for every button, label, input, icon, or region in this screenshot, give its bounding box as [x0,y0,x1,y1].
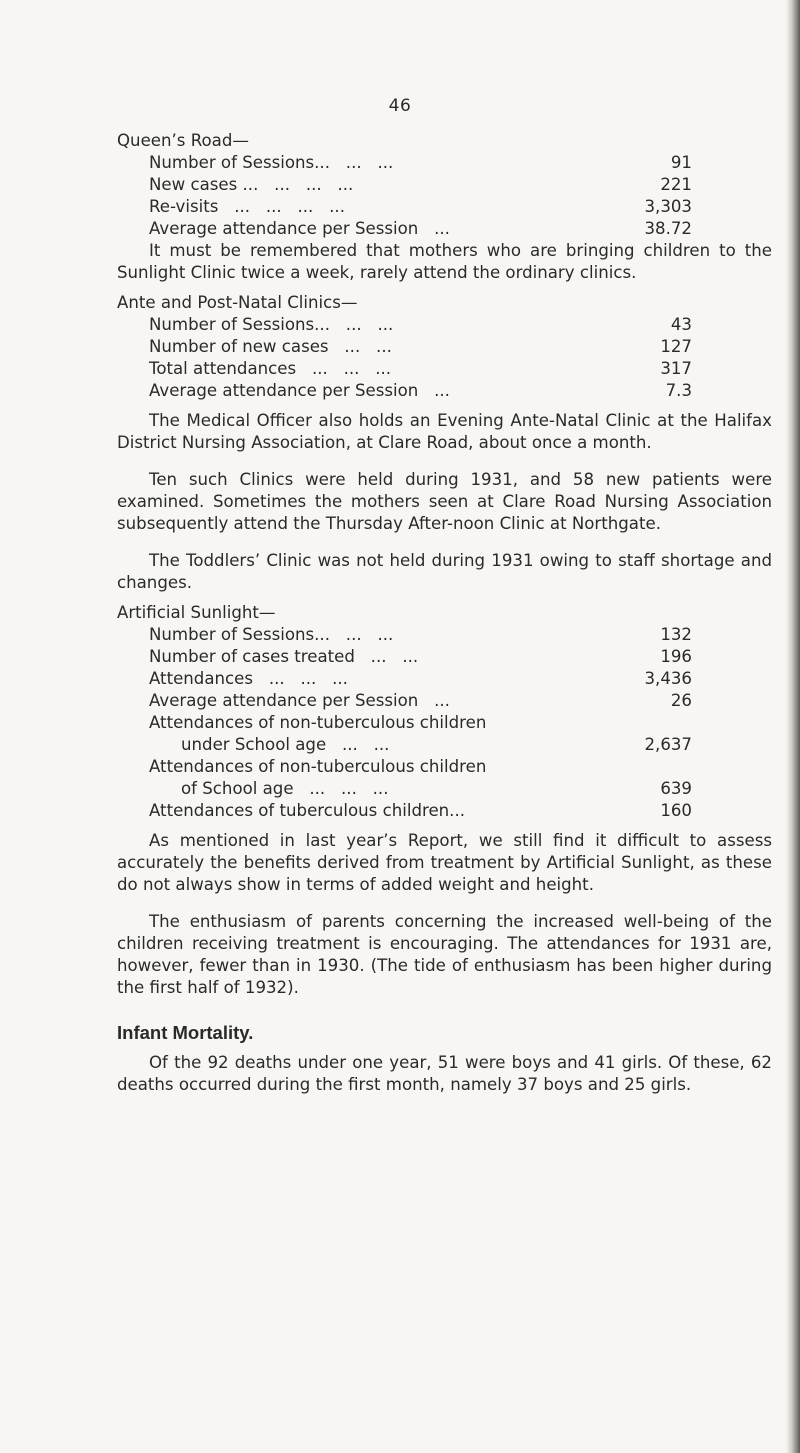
queens-road-heading: Queen’s Road— [117,131,249,150]
stat-row: Attendances ... ... ... 3,436 [149,669,692,688]
stat-row: Number of Sessions... ... ... 43 [149,315,692,334]
stat-row: Number of cases treated ... ... 196 [149,647,692,666]
stat-row: Attendances of tuberculous children... 160 [149,801,692,820]
toddlers-paragraph: The Toddlers’ Clinic was not held during 1931 owing to staff shortage and changes. [117,551,772,592]
stat-row: Number of Sessions... ... ... 91 [149,153,692,172]
stat-row-label-line: Attendances of non-tuberculous children [149,713,487,732]
sunlight-note: It must be remembered that mothers who are bringing children to the Sunlight Clinic twice a week, rarely attend the ordinary clinics. [117,241,772,282]
page-number: 46 [388,96,412,116]
stat-row: Average attendance per Session ... 38.72 [149,219,692,238]
ten-clinics-paragraph: Ten such Clinics were held during 1931, and 58 new patients were examined. Sometimes the mothers seen at Clare Road Nursing Association subsequently attend the Thursday After-noon Clinic at Northgate. [117,470,772,533]
stat-row: Re-visits ... ... ... ... 3,303 [149,197,692,216]
ante-post-natal-heading: Ante and Post-Natal Clinics— [117,293,358,312]
stat-row: Average attendance per Session ... 7.3 [149,381,692,400]
page-edge-shadow [786,0,800,1453]
stat-row: under School age ... ... 2,637 [181,735,692,754]
stat-row: New cases ... ... ... ... 221 [149,175,692,194]
stat-row: Number of Sessions... ... ... 132 [149,625,692,644]
stat-row: Average attendance per Session ... 26 [149,691,692,710]
stat-row: of School age ... ... ... 639 [181,779,692,798]
enthusiasm-paragraph: The enthusiasm of parents concerning the increased well-being of the children receiving treatment is encouraging. The attendances for 1931 are, however, fewer than in 1930. (The tide of enthusiasm has been higher during the first half of 1932). [117,912,772,997]
document-body [117,130,772,1096]
infant-mortality-paragraph: Of the 92 deaths under one year, 51 were boys and 41 girls. Of these, 62 deaths occurred during the first month, namely 37 boys and 25 girls. [117,1053,772,1094]
infant-mortality-title: Infant Mortality. [117,1022,254,1043]
stat-row: Number of new cases ... ... 127 [149,337,692,356]
assess-paragraph: As mentioned in last year’s Report, we still find it difficult to assess accurately the benefits derived from treatment by Artificial Sunlight, as these do not always show in terms of added weight and height. [117,831,772,894]
stat-row-label-line: Attendances of non-tuberculous children [149,757,487,776]
stat-row: Total attendances ... ... ... 317 [149,359,692,378]
artificial-sunlight-heading: Artificial Sunlight— [117,603,276,622]
evening-clinic-paragraph: The Medical Officer also holds an Evening Ante-Natal Clinic at the Halifax District Nursing Association, at Clare Road, about once a month. [117,411,772,452]
